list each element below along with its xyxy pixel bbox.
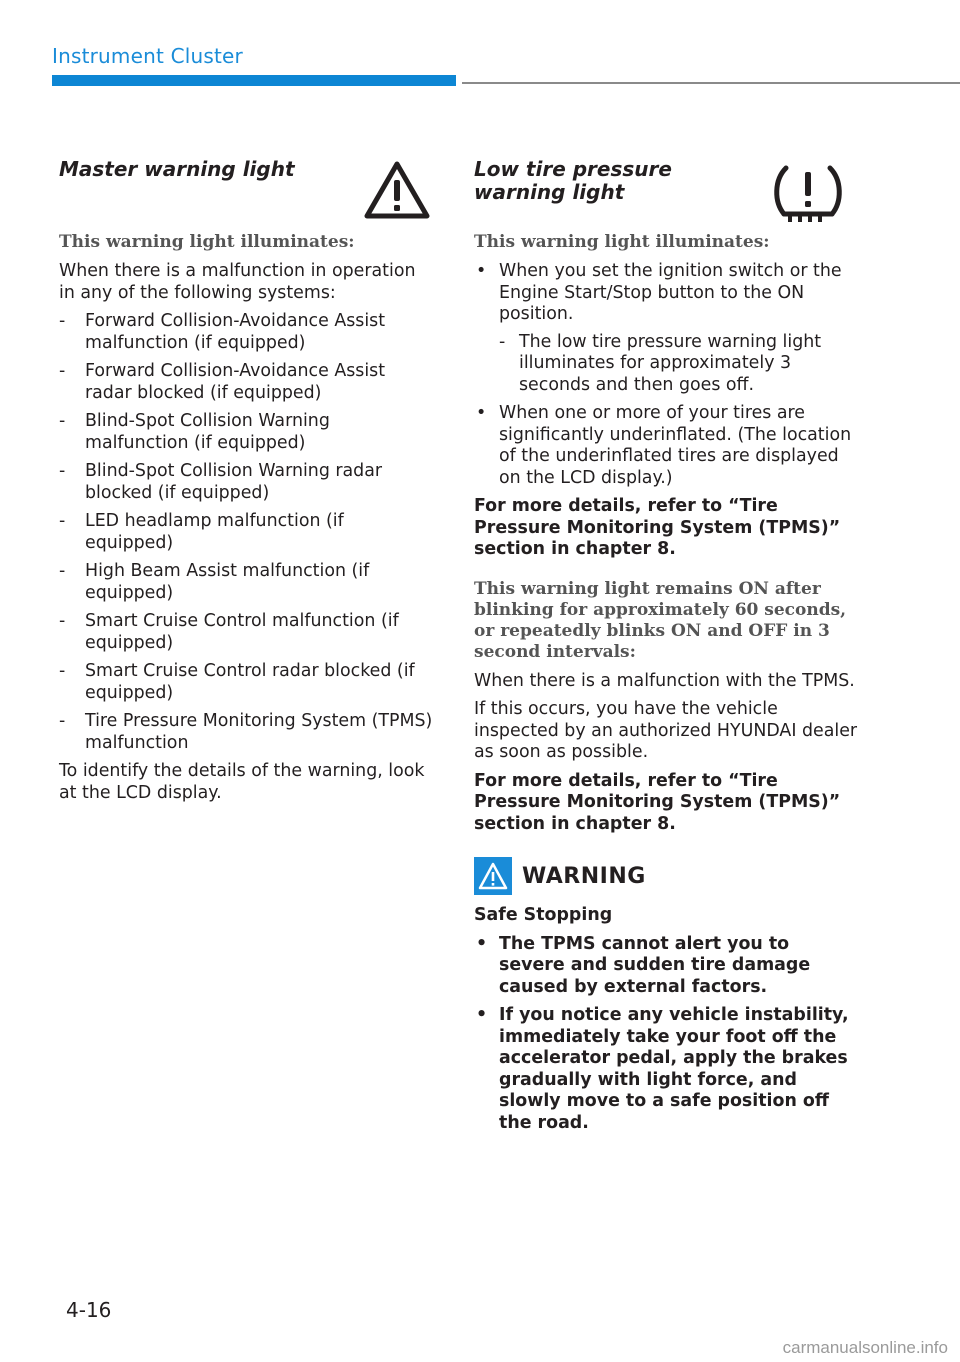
warning-heading: Safe Stopping: [474, 905, 613, 925]
chapter-title: Instrument Cluster: [52, 44, 243, 68]
subhead: This warning light remains ON after blinking for approximately 60 seconds, or repeatedly blinks ON and OFF in 3 second intervals:: [474, 578, 847, 662]
tire-pressure-icon: [772, 162, 844, 226]
master-warning-section-head: [59, 158, 435, 230]
subhead: This warning light illuminates:: [59, 232, 355, 252]
warning-label: WARNING: [522, 863, 646, 889]
list-item: • The TPMS cannot alert you to severe and sudden tire damage caused by external factors.: [476, 933, 811, 997]
intro-paragraph: When there is a malfunction in operation in any of the following systems:: [59, 261, 416, 303]
page-number: 4-16: [66, 1298, 112, 1322]
list-item: - High Beam Assist malfunction (if equipped): [59, 561, 370, 603]
reference-paragraph: For more details, refer to “Tire Pressure Monitoring System (TPMS)” section in chapter 8.: [474, 770, 841, 834]
list-item: - The low tire pressure warning light illuminates for approximately 3 seconds and then goes off.: [499, 331, 822, 395]
watermark: carmanualsonline.info: [782, 1338, 948, 1357]
reference-paragraph: For more details, refer to “Tire Pressure Monitoring System (TPMS)” section in chapter 8.: [474, 496, 841, 559]
left-column: [59, 158, 435, 811]
illumination-list: [474, 261, 860, 489]
right-column: [474, 158, 860, 1141]
malfunction-paragraph: When there is a malfunction with the TPMS.: [474, 670, 855, 691]
subhead: This warning light illuminates:: [474, 232, 770, 252]
list-item: - Smart Cruise Control radar blocked (if equipped): [59, 661, 415, 703]
header-rule: [462, 82, 960, 84]
section-title-tpms: Low tire pressure warning light: [474, 157, 672, 204]
header-accent-bar: [52, 75, 456, 86]
inspection-paragraph: If this occurs, you have the vehicle inspected by an authorized HYUNDAI dealer as soon as possible.: [474, 699, 858, 762]
list-item: - Forward Collision-Avoidance Assist malfunction (if equipped): [59, 311, 386, 353]
list-item: - Blind-Spot Collision Warning malfunction (if equipped): [59, 411, 330, 453]
list-item: - LED headlamp malfunction (if equipped): [59, 511, 344, 553]
section-title-master-warning: Master warning light: [59, 157, 295, 181]
sub-list: [499, 332, 860, 397]
outro-paragraph: To identify the details of the warning, look at the LCD display.: [59, 761, 425, 803]
list-item: • When you set the ignition switch or the Engine Start/Stop button to the ON position. - The low tire pressure warning light illuminates for approximately 3 seconds and then goes off.: [474, 261, 860, 396]
list-item: • If you notice any vehicle instability, immediately take your foot off the accelerator pedal, apply the brakes gradually with light force, and slowly move to a safe position off the road.: [476, 1005, 849, 1133]
warning-list: [474, 934, 860, 1135]
list-item: - Blind-Spot Collision Warning radar blocked (if equipped): [59, 461, 383, 503]
system-list: [59, 311, 435, 754]
list-item: • When one or more of your tires are significantly underinflated. (The location of the underinflated tires are displayed on the LCD display.): [476, 403, 852, 488]
list-item: - Forward Collision-Avoidance Assist radar blocked (if equipped): [59, 361, 386, 403]
warning-header: [474, 857, 860, 895]
warning-triangle-icon: [478, 862, 508, 890]
warning-badge: [474, 857, 512, 895]
list-item: - Smart Cruise Control malfunction (if equipped): [59, 611, 399, 653]
tpms-section-head: [474, 158, 860, 230]
triangle-exclamation-icon: [363, 160, 431, 220]
list-item: - Tire Pressure Monitoring System (TPMS) malfunction: [59, 711, 433, 753]
